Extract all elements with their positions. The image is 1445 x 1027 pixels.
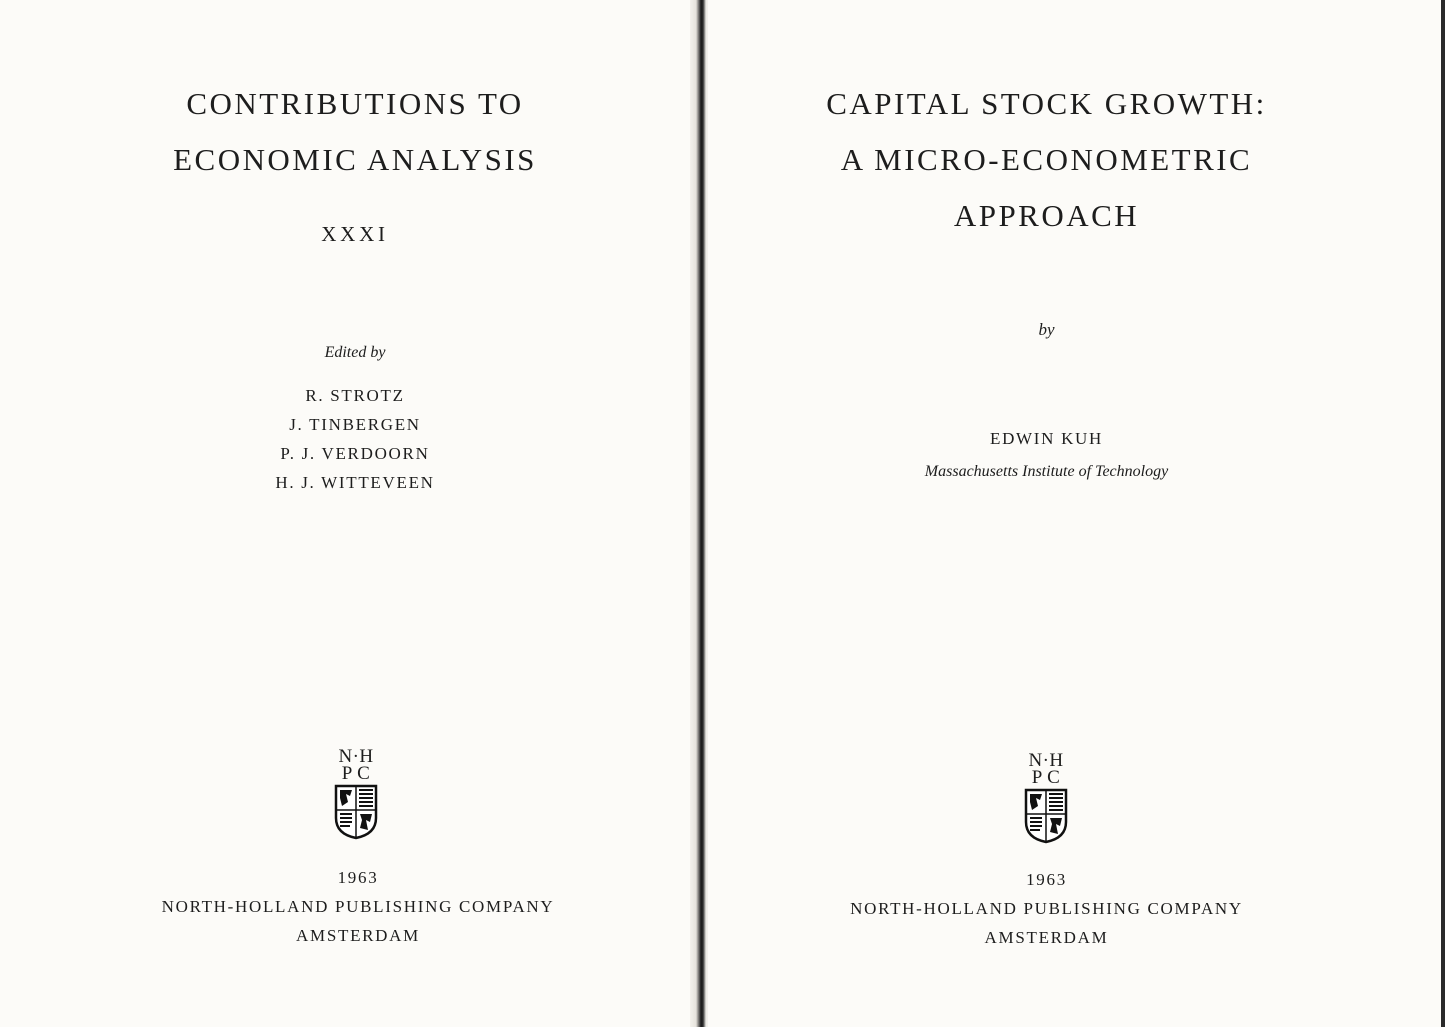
imprint bbox=[0, 863, 716, 950]
volume-number: XXXI bbox=[321, 222, 389, 246]
publisher-name: NORTH-HOLLAND PUBLISHING COMPANY bbox=[161, 897, 555, 916]
logo-monogram-bottom: P C bbox=[341, 763, 371, 784]
coat-of-arms-icon bbox=[334, 784, 378, 840]
publication-year: 1963 bbox=[1026, 870, 1067, 889]
book-title-line-3: APPROACH bbox=[953, 198, 1140, 233]
series-title-line-1: CONTRIBUTIONS TO bbox=[186, 86, 524, 121]
editors-list bbox=[0, 381, 710, 497]
editor-name: H. J. WITTEVEEN bbox=[275, 473, 435, 492]
logo-monogram-top: N·H bbox=[1028, 750, 1064, 771]
left-page bbox=[0, 0, 696, 1027]
logo-monogram-top: N·H bbox=[338, 746, 374, 767]
publication-year: 1963 bbox=[337, 868, 379, 887]
publisher-logo bbox=[1014, 752, 1078, 844]
publisher-name: NORTH-HOLLAND PUBLISHING COMPANY bbox=[850, 899, 1243, 918]
series-title bbox=[0, 76, 710, 188]
series-title-line-2: ECONOMIC ANALYSIS bbox=[173, 142, 537, 177]
editor-name: P. J. VERDOORN bbox=[280, 444, 430, 463]
book-gutter bbox=[690, 0, 710, 1027]
coat-of-arms-icon bbox=[1024, 788, 1068, 844]
logo-monogram-bottom: P C bbox=[1031, 767, 1061, 788]
editor-name: J. TINBERGEN bbox=[289, 415, 421, 434]
page-edge bbox=[1441, 0, 1445, 1027]
editor-name: R. STROTZ bbox=[305, 386, 405, 405]
book-title-line-1: CAPITAL STOCK GROWTH: bbox=[826, 86, 1267, 121]
publisher-city: AMSTERDAM bbox=[296, 926, 420, 945]
imprint bbox=[708, 865, 1385, 952]
author-affiliation: Massachusetts Institute of Technology bbox=[924, 463, 1169, 480]
right-page bbox=[708, 0, 1445, 1027]
publisher-city: AMSTERDAM bbox=[984, 928, 1109, 947]
book-title-line-2: A MICRO-ECONOMETRIC bbox=[840, 142, 1253, 177]
edited-by-label: Edited by bbox=[324, 344, 386, 361]
publisher-logo bbox=[324, 748, 388, 840]
author-name: EDWIN KUH bbox=[989, 429, 1104, 448]
book-title bbox=[708, 76, 1385, 244]
by-label: by bbox=[1038, 320, 1055, 339]
